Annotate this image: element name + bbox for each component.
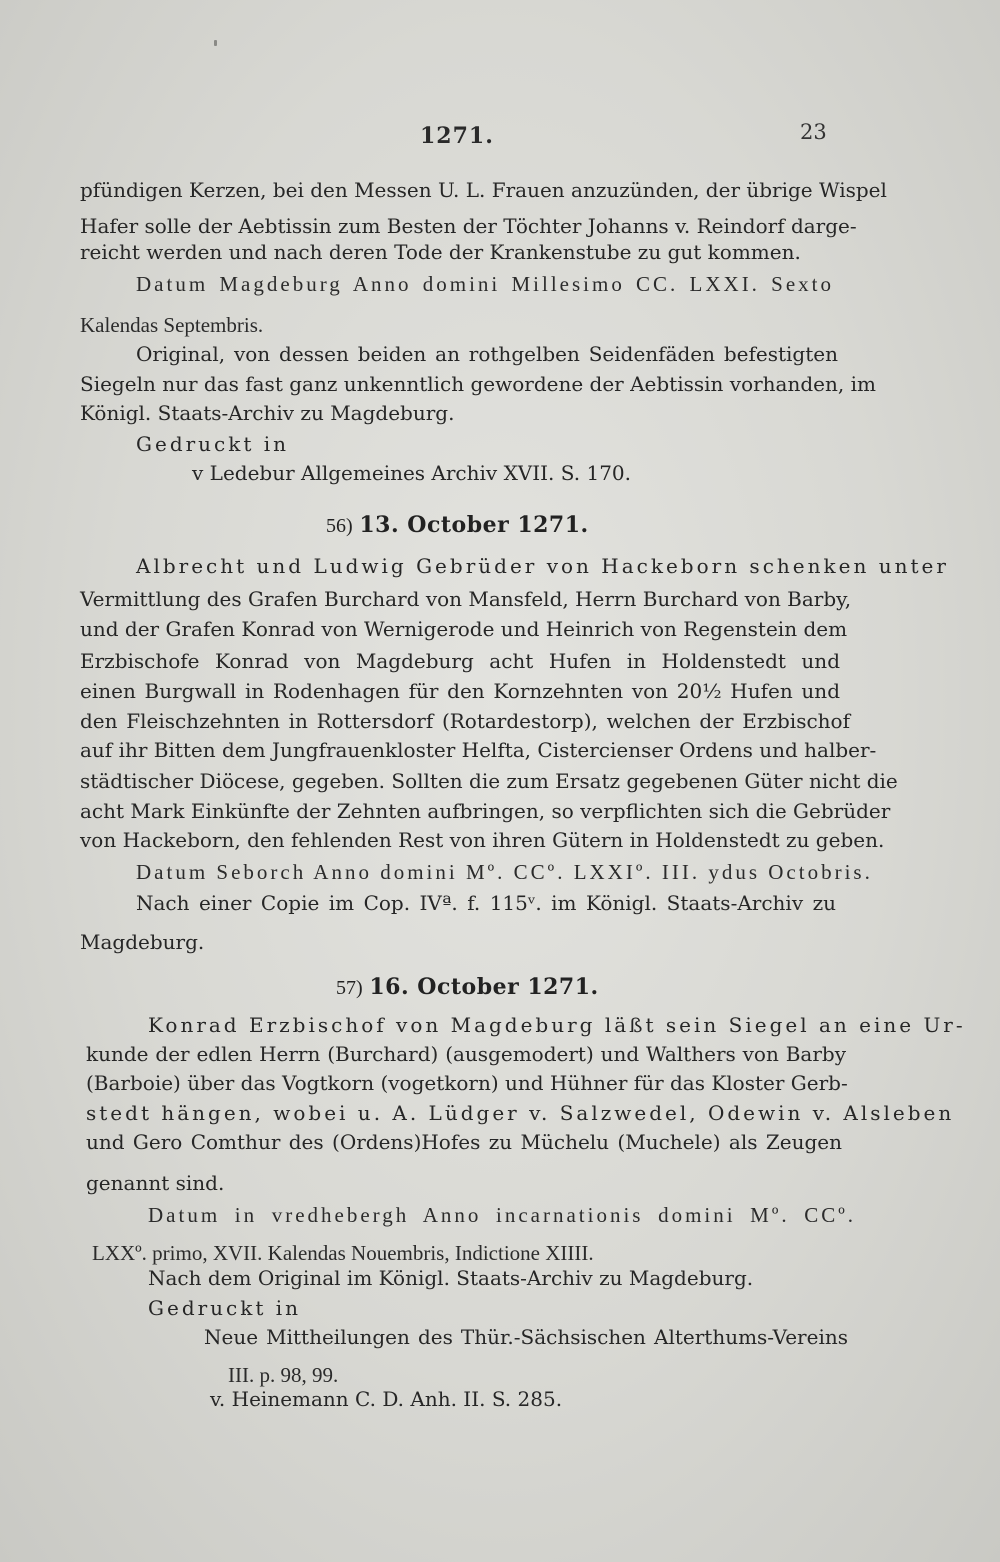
text-line: Original, von dessen beiden an rothgelben Seidenfäden befestigten: [136, 342, 838, 366]
text-line: Siegeln nur das fast ganz unkenntlich gewordene der Aebtissin vorhanden, im: [80, 372, 876, 396]
entry-date: 13. October 1271.: [359, 512, 589, 538]
text-line: von Hackeborn, den fehlenden Rest von ihren Gütern in Holdenstedt zu geben.: [80, 828, 885, 852]
entry-date: 16. October 1271.: [369, 974, 599, 1000]
text-line: Albrecht und Ludwig Gebrüder von Hackeborn schenken unter: [136, 554, 949, 578]
text-line: auf ihr Bitten dem Jungfrauenkloster Helfta, Cistercienser Ordens und halber-: [80, 738, 877, 762]
text-line: pfündigen Kerzen, bei den Messen U. L. Frauen anzuzünden, der übrige Wispel: [80, 178, 887, 202]
text-line: Magdeburg.: [80, 930, 205, 954]
text-line: III. p. 98, 99.: [228, 1363, 339, 1387]
text-line: Neue Mittheilungen des Thür.-Sächsischen Alterthums-Vereins: [204, 1325, 848, 1349]
page-number: 23: [800, 120, 827, 144]
text-line: Königl. Staats-Archiv zu Magdeburg.: [80, 401, 455, 425]
text-line: stedt hängen, wobei u. A. Lüdger v. Salzwedel, Odewin v. Alsleben: [86, 1101, 955, 1125]
text-line: Datum Seborch Anno domini Mº. CCº. LXXIº. III. ydus Octobris.: [136, 860, 873, 884]
text-line: acht Mark Einkünfte der Zehnten aufbringen, so verpflichten sich die Gebrüder: [80, 799, 891, 823]
text-line: Konrad Erzbischof von Magdeburg läßt sein Siegel an eine Ur-: [148, 1013, 966, 1037]
text-line: und der Grafen Konrad von Wernigerode und Heinrich von Regenstein dem: [80, 617, 848, 641]
text-line: einen Burgwall in Rodenhagen für den Kornzehnten von 20½ Hufen und: [80, 679, 840, 703]
entry-heading-57: [336, 974, 599, 1000]
entry-heading-56: [326, 512, 589, 538]
text-line: v Ledebur Allgemeines Archiv XVII. S. 170.: [192, 461, 631, 485]
running-head-year: 1271.: [420, 123, 494, 149]
text-line: Hafer solle der Aebtissin zum Besten der Töchter Johanns v. Reindorf darge-: [80, 214, 857, 238]
text-line: Vermittlung des Grafen Burchard von Mansfeld, Herrn Burchard von Barby,: [80, 587, 852, 611]
text-line: Erzbischofe Konrad von Magdeburg acht Hufen in Holdenstedt und: [80, 649, 840, 673]
text-line: Gedruckt in: [148, 1296, 302, 1320]
text-line: Nach dem Original im Königl. Staats-Archiv zu Magdeburg.: [148, 1266, 754, 1290]
text-line: v. Heinemann C. D. Anh. II. S. 285.: [210, 1387, 563, 1411]
text-line: genannt sind.: [86, 1171, 225, 1195]
entry-number: 56): [326, 515, 353, 537]
text-line: den Fleischzehnten in Rottersdorf (Rotardestorp), welchen der Erzbischof: [80, 709, 850, 733]
text-line: kunde der edlen Herrn (Burchard) (ausgemodert) und Walthers von Barby: [86, 1042, 846, 1066]
text-line: LXXº. primo, XVII. Kalendas Nouembris, Indictione XIIII.: [92, 1241, 594, 1265]
text-line: Gedruckt in: [136, 432, 290, 456]
text-line: Nach einer Copie im Cop. IVª. f. 115ᵛ. im Königl. Staats-Archiv zu: [136, 891, 836, 915]
text-line: (Barboie) über das Vogtkorn (vogetkorn) und Hühner für das Kloster Gerb-: [86, 1071, 848, 1095]
text-line: Datum in vredhebergh Anno incarnationis domini Mº. CCº.: [148, 1203, 856, 1227]
paper-speck: [214, 40, 217, 46]
text-line: städtischer Diöcese, gegeben. Sollten die zum Ersatz gegebenen Güter nicht die: [80, 769, 898, 793]
entry-number: 57): [336, 977, 363, 999]
text-line: Kalendas Septembris.: [80, 313, 264, 337]
text-line: und Gero Comthur des (Ordens)Hofes zu Müchelu (Muchele) als Zeugen: [86, 1130, 842, 1154]
text-line: reicht werden und nach deren Tode der Krankenstube zu gut kommen.: [80, 240, 801, 264]
text-line: Datum Magdeburg Anno domini Millesimo CC. LXXI. Sexto: [136, 272, 834, 296]
